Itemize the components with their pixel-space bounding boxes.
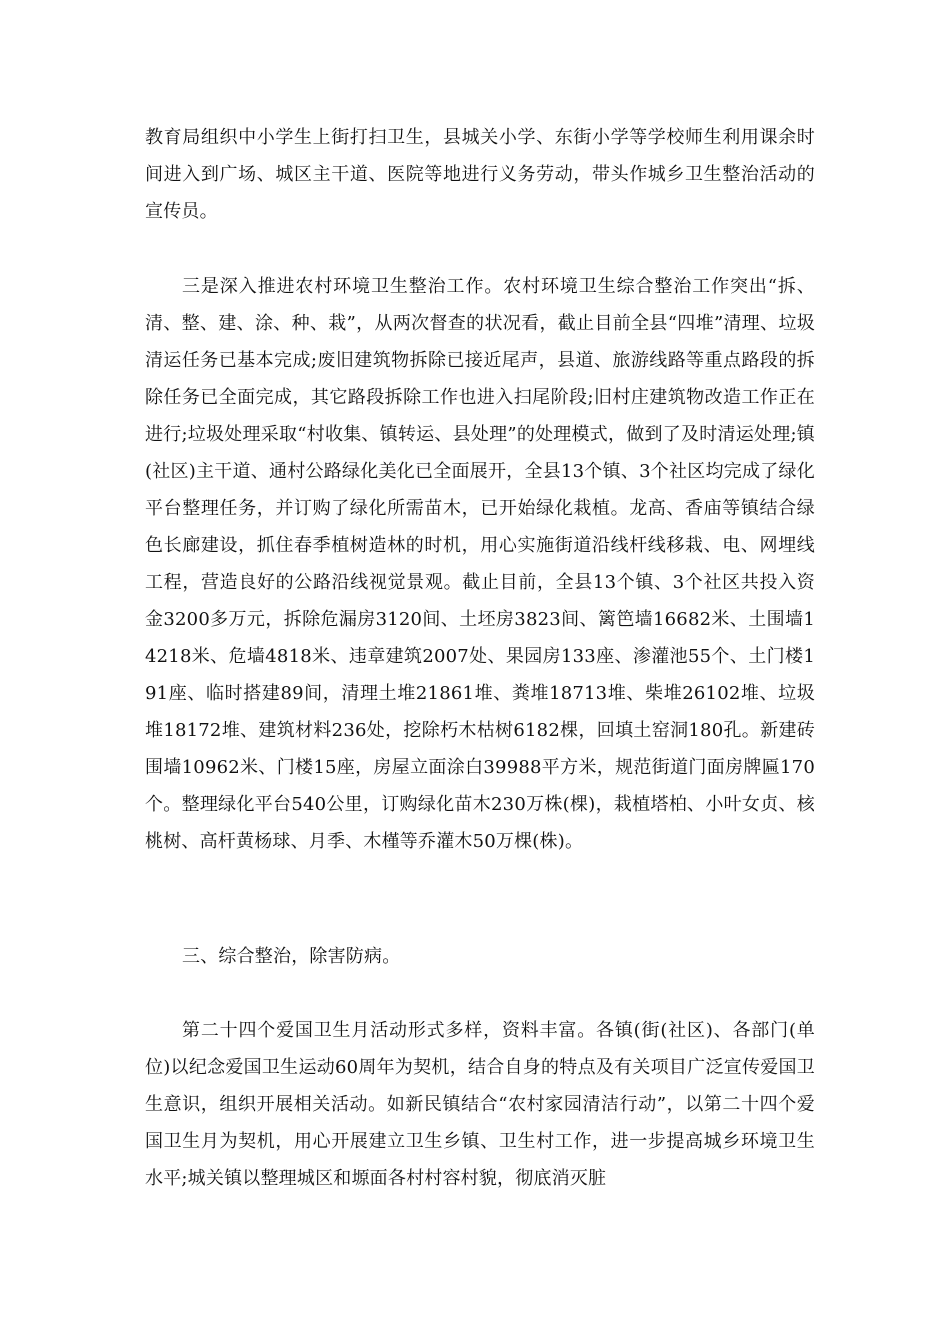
paragraph-patriotic-health-month: 第二十四个爱国卫生月活动形式多样，资料丰富。各镇(街(社区)、各部门(单位)以纪念爱国卫生运动60周年为契机，结合自身的特点及有关项目广泛宣传爱国卫生意识，组织开展相关活动。如新民镇结合“农村家园清洁行动”，以第二十四个爱国卫生月为契机，用心开展建立卫生乡镇、卫生村工作，进一步提高城乡环境卫生水平;城关镇以整理城区和塬面各村村容村貌，彻底消灭脏: [145, 1020, 815, 1189]
paragraph-rural-sanitation: 三是深入推进农村环境卫生整治工作。农村环境卫生综合整治工作突出“拆、清、整、建、涂、种、栽”，从两次督查的状况看，截止目前全县“四堆”清理、垃圾清运任务已基本完成;废旧建筑物拆除已接近尾声，县道、旅游线路等重点路段的拆除任务已全面完成，其它路段拆除工作也进入扫尾阶段;旧村庄建筑物改造工作正在进行;垃圾处理采取“村收集、镇转运、县处理”的处理模式，做到了及时清运处理;镇(社区)主干道、通村公路绿化美化已全面展开，全县13个镇、3个社区均完成了绿化平台整理任务，并订购了绿化所需苗木，已开始绿化栽植。龙高、香庙等镇结合绿色长廊建设，抓住春季植树造林的时机，用心实施街道沿线杆线移栽、电、网埋线工程，营造良好的公路沿线视觉景观。截止目前，全县13个镇、3个社区共投入资金3200多万元，拆除危漏房3120间、土坯房3823间、篱笆墙16682米、土围墙14218米、危墙4818米、违章建筑2007处、果园房133座、渗灌池55个、土门楼191座、临时搭建89间，清理土堆21861堆、粪堆18713堆、柴堆26102堆、垃圾堆18172堆、建筑材料236处，挖除朽木枯树6182棵，回填土窑洞180孔。新建砖围墙10962米、门楼15座，房屋立面涂白39988平方米，规范街道门面房牌匾170个。整理绿化平台540公里，订购绿化苗木230万株(棵)，栽植塔柏、小叶女贞、核桃树、高杆黄杨球、月季、木槿等乔灌木50万棵(株)。: [145, 276, 815, 852]
section-heading-comprehensive-rectification: 三、综合整治，除害防病。: [182, 946, 401, 967]
paragraph-continuation: 教育局组织中小学生上街打扫卫生，县城关小学、东街小学等学校师生利用课余时间进入到广场、城区主干道、医院等地进行义务劳动，带头作城乡卫生整治活动的宣传员。: [145, 127, 815, 222]
